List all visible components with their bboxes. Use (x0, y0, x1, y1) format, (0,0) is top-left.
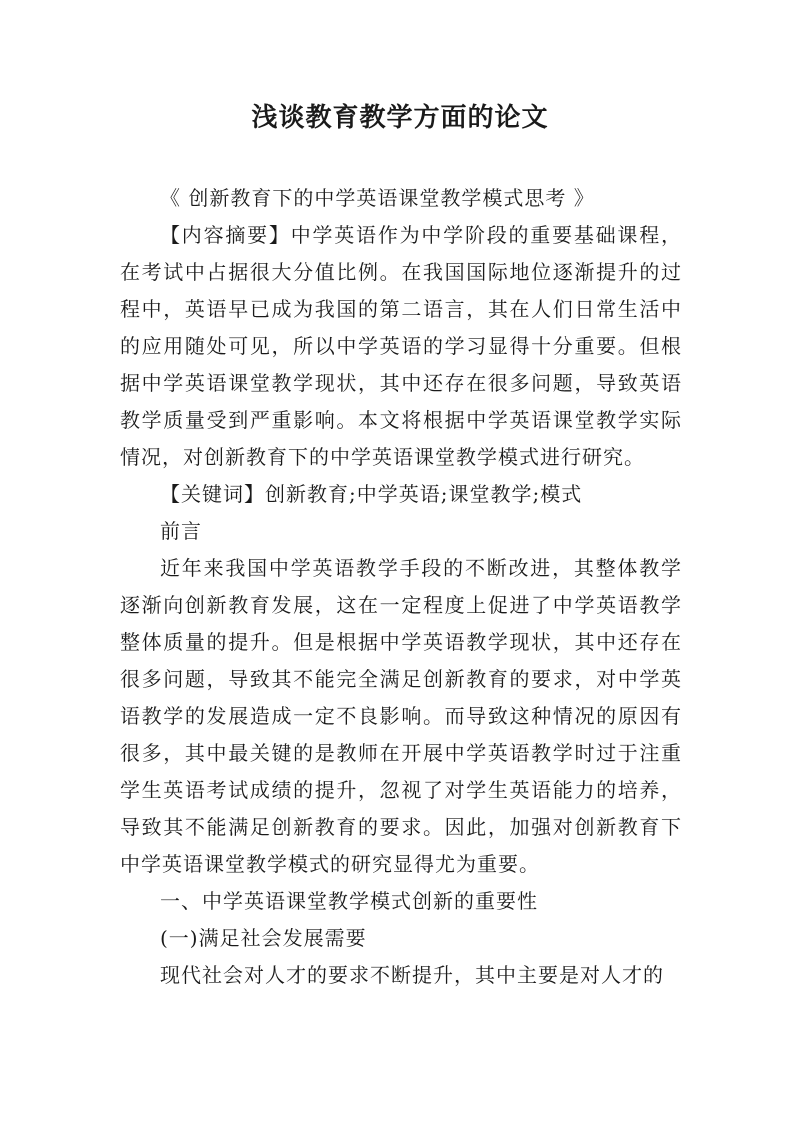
document-title: 浅谈教育教学方面的论文 (251, 103, 549, 133)
article-subtitle: 《 创新教育下的中学英语课堂教学模式思考 》 (160, 186, 595, 210)
section-heading-1: 一、中学英语课堂教学模式创新的重要性 (160, 889, 538, 913)
document-body (120, 180, 682, 994)
subsection-heading-1: (一)满足社会发展需要 (160, 926, 367, 950)
keywords-paragraph: 【关键词】创新教育;中学英语;课堂教学;模式 (160, 482, 583, 506)
body-paragraph: 现代社会对人才的要求不断提升，其中主要是对人才的 (160, 963, 664, 987)
preface-paragraph: 近年来我国中学英语教学手段的不断改进，其整体教学逐渐向创新教育发展，这在一定程度上促进了中学英语教学整体质量的提升。但是根据中学英语教学现状，其中还存在很多问题，导致其不能完全满足创新教育的要求，对中学英语教学的发展造成一定不良影响。而导致这种情况的原因有很多，其中最关键的是教师在开展中学英语教学时过于注重学生英语考试成绩的提升，忽视了对学生英语能力的培养，导致其不能满足创新教育的要求。因此，加强对创新教育下中学英语课堂教学模式的研究显得尤为重要。 (120, 556, 682, 876)
preface-heading: 前言 (160, 519, 202, 543)
abstract-paragraph: 【内容摘要】中学英语作为中学阶段的重要基础课程，在考试中占据很大分值比例。在我国国际地位逐渐提升的过程中，英语早已成为我国的第二语言，其在人们日常生活中的应用随处可见，所以中学英语的学习显得十分重要。但根据中学英语课堂教学现状，其中还存在很多问题，导致英语教学质量受到严重影响。本文将根据中学英语课堂教学实际情况，对创新教育下的中学英语课堂教学模式进行研究。 (120, 223, 682, 469)
